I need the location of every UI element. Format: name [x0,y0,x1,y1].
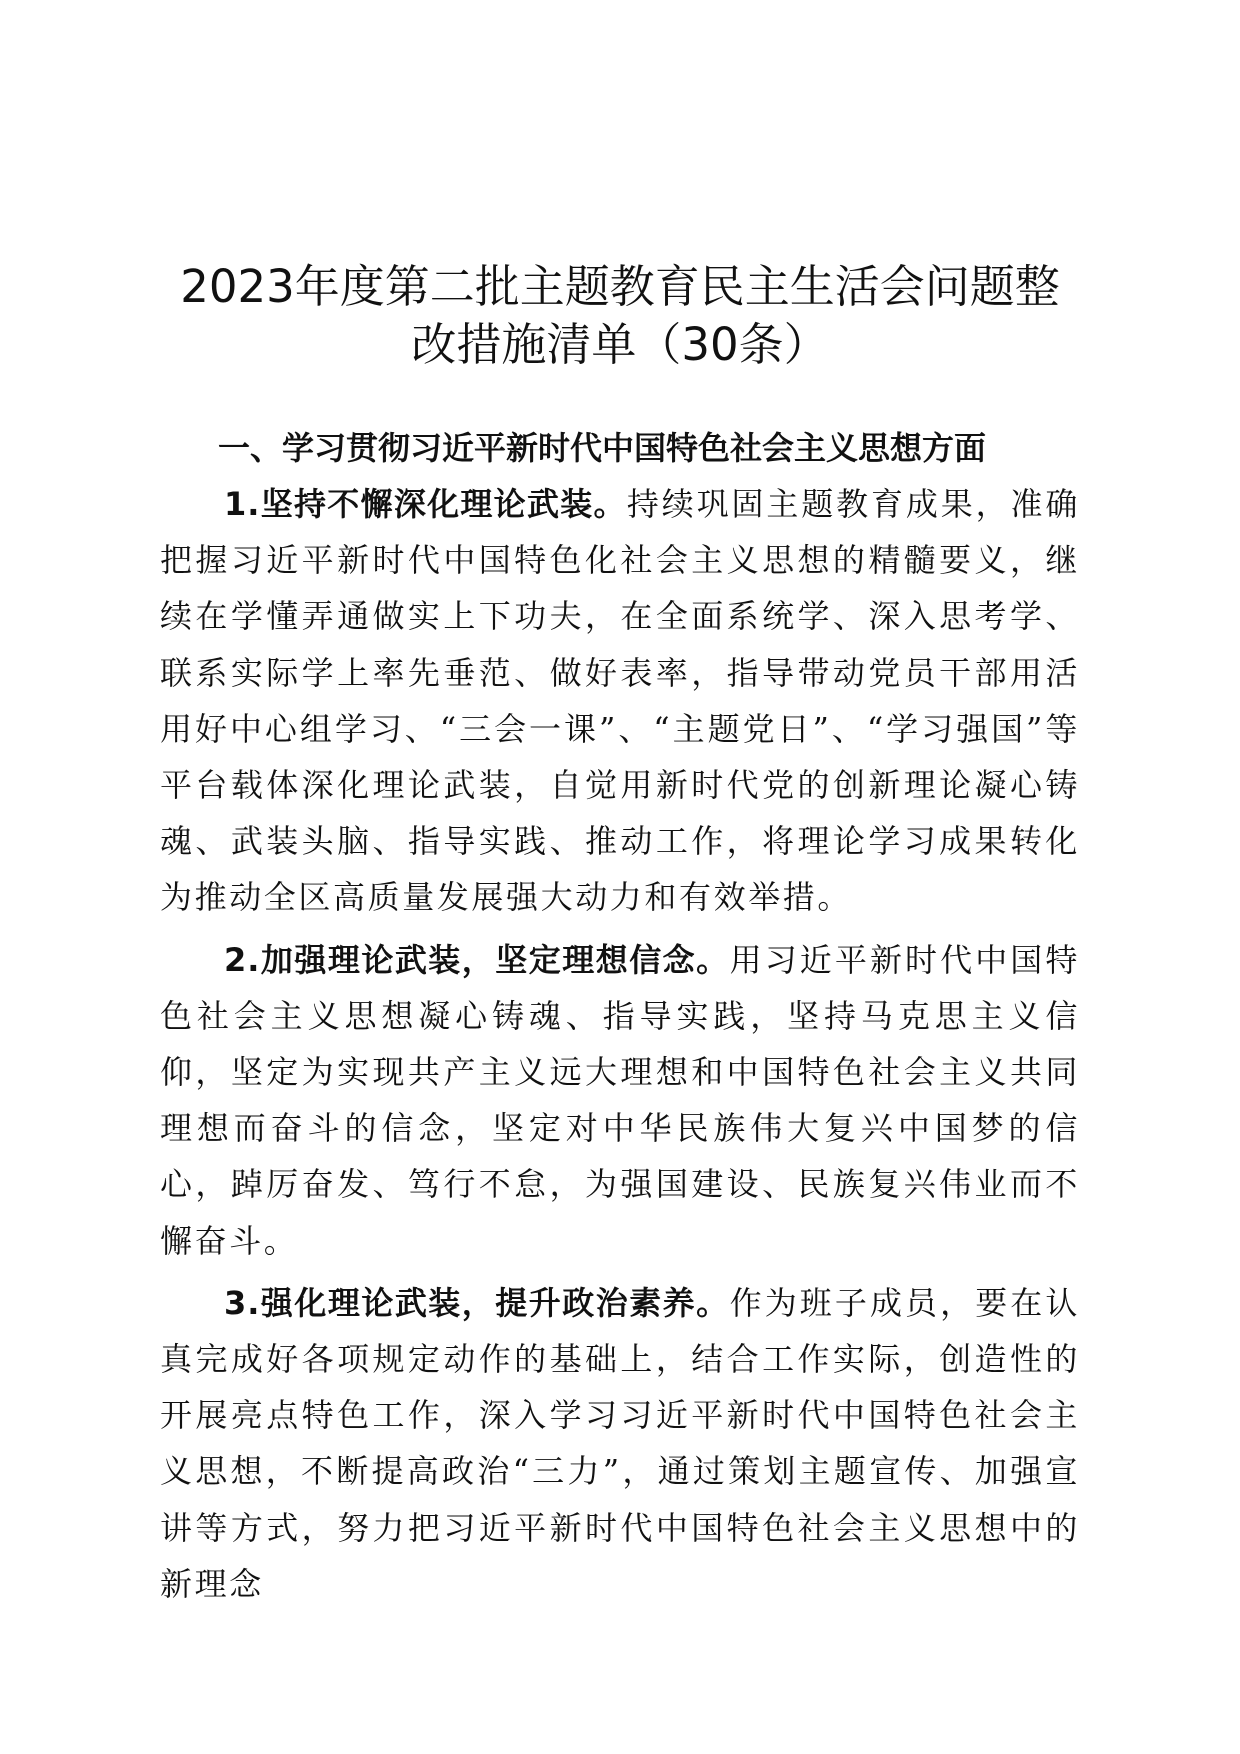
document-title [140,258,1100,374]
item-text: 持续巩固主题教育成果，准确把握习近平新时代中国特色化社会主义思想的精髓要义，继续在学懂弄通做实上下功夫，在全面系统学、深入思考学、联系实际学上率先垂范、做好表率，指导带动党员干部用活用好中心组学习、“三会一课”、“主题党日”、“学习强国”等平台载体深化理论武装，自觉用新时代党的创新理论凝心铸魂、武装头脑、指导实践、推动工作，将理论学习成果转化为推动全区高质量发展强大动力和有效举措。 [160,485,1080,917]
document-title-line-1: 2023年度第二批主题教育民主生活会问题整 [180,260,1060,313]
document-title-line-2: 改措施清单（30条） [411,318,829,371]
section-heading: 一、学习贯彻习近平新时代中国特色社会主义思想方面 [218,429,987,467]
list-item [160,476,1080,926]
document-body [160,476,1080,1612]
list-item [160,932,1080,1269]
item-lead: 2.加强理论武装，坚定理想信念。 [224,940,730,979]
item-lead: 1.坚持不懈深化理论武装。 [224,485,627,523]
list-item [160,1275,1080,1612]
item-text: 用习近平新时代中国特色社会主义思想凝心铸魂、指导实践，坚持马克思主义信仰，坚定为实现共产主义远大理想和中国特色社会主义共同理想而奋斗的信念，坚定对中华民族伟大复兴中国梦的信心，踔厉奋发、笃行不怠，为强国建设、民族复兴伟业而不懈奋斗。 [160,940,1080,1260]
item-text: 作为班子成员，要在认真完成好各项规定动作的基础上，结合工作实际，创造性的开展亮点特色工作，深入学习习近平新时代中国特色社会主义思想，不断提高政治“三力”，通过策划主题宣传、加强宣讲等方式，努力把习近平新时代中国特色社会主义思想中的新理念 [160,1283,1080,1603]
item-lead: 3.强化理论武装，提升政治素养。 [224,1283,730,1322]
